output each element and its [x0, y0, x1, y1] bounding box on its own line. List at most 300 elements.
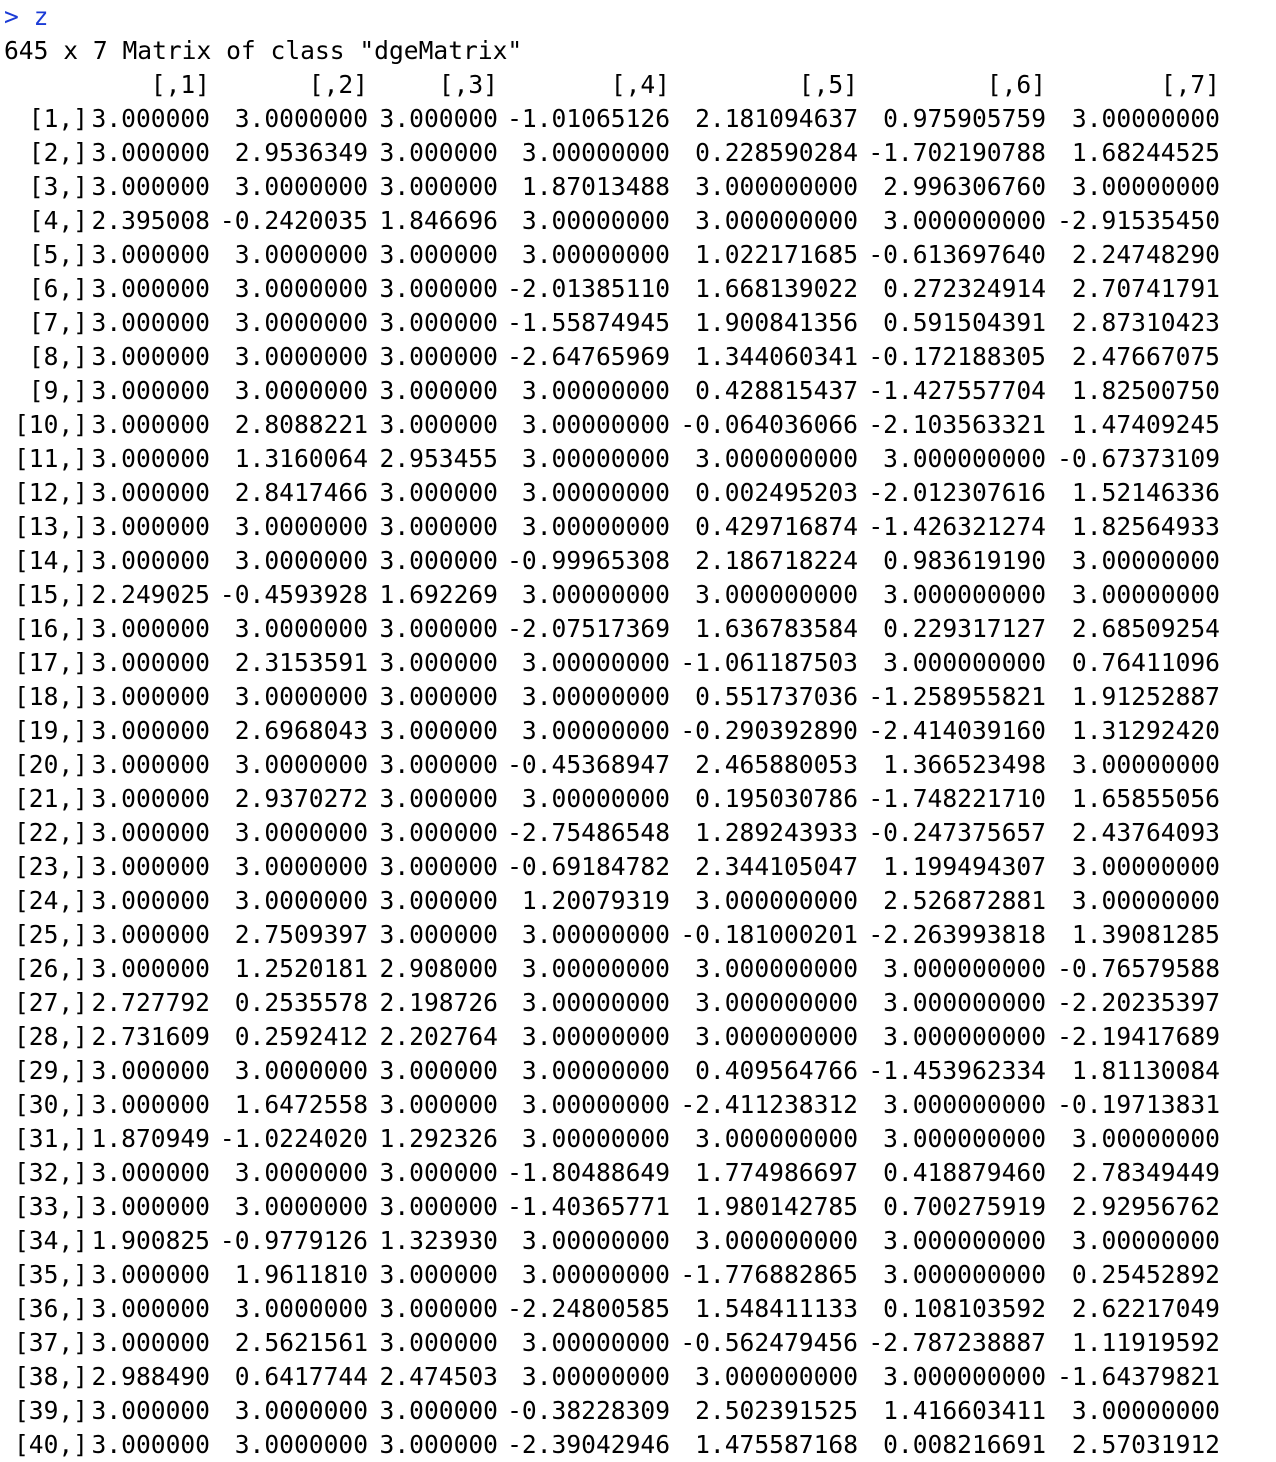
matrix-cell: 3.00000000: [521, 206, 670, 235]
matrix-cell: 1.292326: [379, 1124, 498, 1153]
matrix-row: [4, 1020, 1220, 1054]
matrix-cell: 0.002495203: [695, 478, 858, 507]
matrix-cell: 3.00000000: [521, 1328, 670, 1357]
matrix-cell: 2.68509254: [1071, 614, 1220, 643]
row-label: [20,]: [13, 750, 88, 779]
command-prompt-line: > z: [4, 2, 49, 31]
matrix-cell: 3.000000000: [695, 1362, 858, 1391]
row-label: [3,]: [28, 172, 88, 201]
matrix-cell: 3.00000000: [521, 1056, 670, 1085]
matrix-cell: 2.24748290: [1071, 240, 1220, 269]
matrix-cell: 3.00000000: [521, 410, 670, 439]
matrix-cell: 1.846696: [379, 206, 498, 235]
matrix-cell: 3.00000000: [1071, 580, 1220, 609]
matrix-cell: 1.82500750: [1071, 376, 1220, 405]
matrix-cell: 3.00000000: [521, 954, 670, 983]
matrix-cell: 3.000000: [379, 172, 498, 201]
row-label: [1,]: [28, 104, 88, 133]
matrix-cell: 3.000000000: [695, 172, 858, 201]
matrix-cell: 2.202764: [379, 1022, 498, 1051]
row-label: [4,]: [28, 206, 88, 235]
matrix-cell: 3.000000: [91, 614, 210, 643]
matrix-cell: 3.000000: [379, 308, 498, 337]
column-header: [,4]: [610, 70, 670, 99]
matrix-cell: 2.731609: [91, 1022, 210, 1051]
matrix-cell: 3.000000: [91, 852, 210, 881]
matrix-row: [4, 646, 1220, 680]
matrix-cell: 1.668139022: [695, 274, 858, 303]
matrix-row: [4, 816, 1220, 850]
matrix-cell: 3.00000000: [1071, 1124, 1220, 1153]
matrix-cell: 2.988490: [91, 1362, 210, 1391]
matrix-cell: 3.0000000: [234, 614, 368, 643]
matrix-cell: 1.199494307: [883, 852, 1046, 881]
matrix-cell: -0.69184782: [507, 852, 670, 881]
matrix-row: [4, 510, 1220, 544]
matrix-cell: 3.0000000: [234, 512, 368, 541]
matrix-cell: 0.418879460: [883, 1158, 1046, 1187]
matrix-cell: -1.453962334: [868, 1056, 1046, 1085]
matrix-row: [4, 1088, 1220, 1122]
matrix-cell: 3.00000000: [521, 1226, 670, 1255]
matrix-cell: 3.000000: [91, 1090, 210, 1119]
matrix-row: [4, 1394, 1220, 1428]
matrix-cell: 3.00000000: [521, 580, 670, 609]
row-label: [2,]: [28, 138, 88, 167]
matrix-cell: 2.727792: [91, 988, 210, 1017]
matrix-cell: 3.000000000: [695, 886, 858, 915]
matrix-cell: 0.272324914: [883, 274, 1046, 303]
row-label: [38,]: [13, 1362, 88, 1391]
matrix-cell: 3.000000: [91, 920, 210, 949]
matrix-row: [4, 1292, 1220, 1326]
matrix-row: [4, 102, 1220, 136]
matrix-cell: 3.0000000: [234, 342, 368, 371]
matrix-cell: -1.80488649: [507, 1158, 670, 1187]
matrix-cell: -0.290392890: [680, 716, 858, 745]
matrix-cell: 3.000000: [91, 376, 210, 405]
matrix-cell: 3.0000000: [234, 104, 368, 133]
matrix-cell: 3.00000000: [1071, 1226, 1220, 1255]
matrix-cell: 2.344105047: [695, 852, 858, 881]
row-label: [6,]: [28, 274, 88, 303]
matrix-cell: 3.000000: [379, 1430, 498, 1459]
matrix-cell: 1.900841356: [695, 308, 858, 337]
matrix-row: [4, 850, 1220, 884]
row-label: [24,]: [13, 886, 88, 915]
matrix-cell: 3.0000000: [234, 1430, 368, 1459]
matrix-cell: 3.000000000: [695, 954, 858, 983]
matrix-cell: 1.980142785: [695, 1192, 858, 1221]
matrix-cell: 1.692269: [379, 580, 498, 609]
matrix-cell: 3.000000: [379, 920, 498, 949]
matrix-row: [4, 680, 1220, 714]
matrix-cell: 1.20079319: [521, 886, 670, 915]
matrix-cell: 3.000000000: [883, 988, 1046, 1017]
matrix-cell: -2.01385110: [507, 274, 670, 303]
matrix-cell: 2.57031912: [1071, 1430, 1220, 1459]
matrix-row: [4, 578, 1220, 612]
matrix-cell: 2.502391525: [695, 1396, 858, 1425]
matrix-cell: 2.908000: [379, 954, 498, 983]
row-label: [32,]: [13, 1158, 88, 1187]
matrix-cell: 1.81130084: [1071, 1056, 1220, 1085]
matrix-cell: 1.31292420: [1071, 716, 1220, 745]
matrix-cell: 0.983619190: [883, 546, 1046, 575]
matrix-row: [4, 612, 1220, 646]
matrix-cell: 2.6968043: [234, 716, 368, 745]
row-label: [40,]: [13, 1430, 88, 1459]
matrix-cell: 1.65855056: [1071, 784, 1220, 813]
row-label: [25,]: [13, 920, 88, 949]
matrix-row: [4, 1054, 1220, 1088]
row-label: [26,]: [13, 954, 88, 983]
matrix-cell: 3.000000: [91, 1158, 210, 1187]
matrix-cell: 3.000000000: [883, 1260, 1046, 1289]
matrix-cell: 2.9370272: [234, 784, 368, 813]
matrix-cell: 1.475587168: [695, 1430, 858, 1459]
matrix-cell: -2.39042946: [507, 1430, 670, 1459]
matrix-cell: 3.000000: [91, 886, 210, 915]
matrix-row: [4, 544, 1220, 578]
matrix-cell: 3.000000: [91, 1056, 210, 1085]
matrix-cell: 3.00000000: [521, 1362, 670, 1391]
row-label: [23,]: [13, 852, 88, 881]
matrix-cell: 3.00000000: [1071, 546, 1220, 575]
matrix-cell: -1.061187503: [680, 648, 858, 677]
matrix-cell: 3.000000000: [883, 1226, 1046, 1255]
matrix-cell: 2.5621561: [234, 1328, 368, 1357]
matrix-cell: -0.38228309: [507, 1396, 670, 1425]
matrix-cell: 3.00000000: [1071, 886, 1220, 915]
matrix-cell: 3.000000: [379, 376, 498, 405]
matrix-cell: -2.24800585: [507, 1294, 670, 1323]
matrix-cell: 0.429716874: [695, 512, 858, 541]
row-label: [10,]: [13, 410, 88, 439]
matrix-cell: 3.000000: [379, 750, 498, 779]
matrix-cell: -0.562479456: [680, 1328, 858, 1357]
matrix-cell: 1.39081285: [1071, 920, 1220, 949]
matrix-cell: 3.000000: [379, 784, 498, 813]
matrix-row: [4, 1326, 1220, 1360]
matrix-cell: 3.00000000: [521, 240, 670, 269]
matrix-cell: 3.000000: [379, 1158, 498, 1187]
matrix-row: [4, 782, 1220, 816]
row-label: [18,]: [13, 682, 88, 711]
matrix-cell: 3.00000000: [521, 138, 670, 167]
matrix-row: [4, 442, 1220, 476]
matrix-cell: 3.000000: [91, 444, 210, 473]
matrix-cell: 1.900825: [91, 1226, 210, 1255]
column-header: [,7]: [1160, 70, 1220, 99]
row-label: [35,]: [13, 1260, 88, 1289]
row-label: [37,]: [13, 1328, 88, 1357]
matrix-cell: 1.82564933: [1071, 512, 1220, 541]
matrix-cell: -0.064036066: [680, 410, 858, 439]
matrix-cell: 0.700275919: [883, 1192, 1046, 1221]
matrix-cell: 3.000000000: [883, 580, 1046, 609]
matrix-cell: 1.289243933: [695, 818, 858, 847]
matrix-output-table: [4, 68, 1220, 1462]
matrix-cell: 1.323930: [379, 1226, 498, 1255]
matrix-cell: 3.000000000: [883, 648, 1046, 677]
matrix-cell: 1.91252887: [1071, 682, 1220, 711]
matrix-cell: 3.000000: [91, 138, 210, 167]
matrix-cell: 2.526872881: [883, 886, 1046, 915]
row-label: [7,]: [28, 308, 88, 337]
matrix-cell: 0.25452892: [1071, 1260, 1220, 1289]
matrix-cell: 1.366523498: [883, 750, 1046, 779]
matrix-cell: 2.8088221: [234, 410, 368, 439]
matrix-cell: 3.000000000: [883, 1090, 1046, 1119]
matrix-cell: 2.395008: [91, 206, 210, 235]
row-label: [19,]: [13, 716, 88, 745]
matrix-cell: 3.000000000: [883, 1022, 1046, 1051]
matrix-cell: 2.62217049: [1071, 1294, 1220, 1323]
matrix-cell: 3.000000: [379, 818, 498, 847]
matrix-cell: 3.000000: [379, 546, 498, 575]
matrix-cell: 0.2592412: [234, 1022, 368, 1051]
matrix-cell: -0.2420035: [219, 206, 368, 235]
column-header: [,5]: [798, 70, 858, 99]
matrix-cell: -2.20235397: [1057, 988, 1220, 1017]
matrix-row: [4, 1156, 1220, 1190]
matrix-row: [4, 1122, 1220, 1156]
matrix-cell: 3.0000000: [234, 852, 368, 881]
matrix-cell: 3.00000000: [1071, 172, 1220, 201]
matrix-cell: -0.172188305: [868, 342, 1046, 371]
matrix-cell: 3.000000: [379, 478, 498, 507]
matrix-cell: 0.551737036: [695, 682, 858, 711]
matrix-row: [4, 476, 1220, 510]
row-label: [29,]: [13, 1056, 88, 1085]
matrix-cell: -2.012307616: [868, 478, 1046, 507]
matrix-cell: 3.00000000: [1071, 1396, 1220, 1425]
matrix-cell: 3.000000000: [695, 580, 858, 609]
matrix-cell: 3.0000000: [234, 750, 368, 779]
matrix-row: [4, 204, 1220, 238]
matrix-row: [4, 272, 1220, 306]
matrix-cell: 2.465880053: [695, 750, 858, 779]
matrix-cell: -2.787238887: [868, 1328, 1046, 1357]
matrix-cell: -0.613697640: [868, 240, 1046, 269]
matrix-cell: 3.000000: [91, 478, 210, 507]
matrix-cell: 3.00000000: [1071, 852, 1220, 881]
matrix-cell: 3.000000: [379, 682, 498, 711]
row-label: [22,]: [13, 818, 88, 847]
matrix-cell: 3.000000: [91, 954, 210, 983]
matrix-cell: -0.45368947: [507, 750, 670, 779]
matrix-cell: 3.000000: [379, 274, 498, 303]
matrix-cell: 2.181094637: [695, 104, 858, 133]
matrix-cell: 2.249025: [91, 580, 210, 609]
matrix-cell: 3.000000000: [883, 1362, 1046, 1391]
column-header: [,2]: [308, 70, 368, 99]
matrix-cell: 3.00000000: [521, 478, 670, 507]
matrix-row: [4, 986, 1220, 1020]
matrix-cell: 1.68244525: [1071, 138, 1220, 167]
matrix-cell: 3.000000: [91, 1430, 210, 1459]
matrix-cell: 3.00000000: [521, 988, 670, 1017]
matrix-cell: 3.00000000: [521, 444, 670, 473]
row-label: [11,]: [13, 444, 88, 473]
matrix-cell: 1.11919592: [1071, 1328, 1220, 1357]
matrix-cell: 1.870949: [91, 1124, 210, 1153]
matrix-row: [4, 1258, 1220, 1292]
row-label: [27,]: [13, 988, 88, 1017]
matrix-header-text: 645 x 7 Matrix of class "dgeMatrix": [4, 36, 523, 65]
matrix-cell: 3.0000000: [234, 172, 368, 201]
matrix-row: [4, 1360, 1220, 1394]
matrix-cell: 1.774986697: [695, 1158, 858, 1187]
matrix-cell: 3.000000000: [695, 206, 858, 235]
matrix-cell: -0.181000201: [680, 920, 858, 949]
matrix-cell: -1.64379821: [1057, 1362, 1220, 1391]
matrix-cell: 3.0000000: [234, 240, 368, 269]
matrix-cell: 3.000000: [379, 648, 498, 677]
matrix-cell: -0.76579588: [1057, 954, 1220, 983]
matrix-cell: 2.9536349: [234, 138, 368, 167]
matrix-cell: 0.195030786: [695, 784, 858, 813]
matrix-cell: 2.7509397: [234, 920, 368, 949]
matrix-cell: -1.258955821: [868, 682, 1046, 711]
matrix-cell: 3.000000000: [695, 1022, 858, 1051]
matrix-cell: 3.00000000: [521, 512, 670, 541]
row-label: [34,]: [13, 1226, 88, 1255]
matrix-cell: 0.6417744: [234, 1362, 368, 1391]
matrix-cell: -2.263993818: [868, 920, 1046, 949]
matrix-cell: 2.198726: [379, 988, 498, 1017]
matrix-cell: 1.9611810: [234, 1260, 368, 1289]
row-label: [12,]: [13, 478, 88, 507]
matrix-cell: 3.000000: [91, 1260, 210, 1289]
matrix-cell: -1.40365771: [507, 1192, 670, 1221]
matrix-cell: 3.00000000: [521, 682, 670, 711]
matrix-cell: -0.99965308: [507, 546, 670, 575]
matrix-cell: 1.548411133: [695, 1294, 858, 1323]
matrix-row: [4, 1224, 1220, 1258]
r-console[interactable]: [4, 0, 1220, 1462]
matrix-cell: 3.000000: [379, 342, 498, 371]
matrix-cell: 1.636783584: [695, 614, 858, 643]
matrix-cell: 3.000000000: [883, 1124, 1046, 1153]
column-header: [,6]: [986, 70, 1046, 99]
matrix-cell: 1.6472558: [234, 1090, 368, 1119]
matrix-cell: -0.19713831: [1057, 1090, 1220, 1119]
matrix-cell: -0.67373109: [1057, 444, 1220, 473]
matrix-cell: 3.000000: [91, 682, 210, 711]
matrix-cell: 3.000000: [379, 1056, 498, 1085]
matrix-cell: 3.000000: [379, 1328, 498, 1357]
row-label: [16,]: [13, 614, 88, 643]
matrix-cell: 3.000000: [91, 410, 210, 439]
matrix-cell: 3.000000: [379, 1260, 498, 1289]
matrix-cell: -0.247375657: [868, 818, 1046, 847]
matrix-cell: 2.474503: [379, 1362, 498, 1391]
matrix-cell: 2.996306760: [883, 172, 1046, 201]
matrix-cell: 0.108103592: [883, 1294, 1046, 1323]
matrix-cell: 3.00000000: [1071, 104, 1220, 133]
matrix-cell: -2.91535450: [1057, 206, 1220, 235]
matrix-cell: 3.000000: [91, 274, 210, 303]
matrix-cell: 3.0000000: [234, 1192, 368, 1221]
matrix-cell: 1.87013488: [521, 172, 670, 201]
matrix-cell: 2.8417466: [234, 478, 368, 507]
matrix-cell: 3.000000: [91, 1396, 210, 1425]
matrix-cell: 3.000000000: [695, 1226, 858, 1255]
matrix-cell: 3.000000: [379, 886, 498, 915]
matrix-cell: 3.000000: [379, 1090, 498, 1119]
matrix-row: [4, 238, 1220, 272]
matrix-cell: 2.186718224: [695, 546, 858, 575]
matrix-cell: 3.0000000: [234, 1396, 368, 1425]
matrix-cell: 3.000000000: [883, 206, 1046, 235]
matrix-cell: 2.70741791: [1071, 274, 1220, 303]
row-label: [15,]: [13, 580, 88, 609]
matrix-cell: 3.000000: [379, 410, 498, 439]
matrix-cell: 3.000000: [379, 240, 498, 269]
column-header: [,1]: [150, 70, 210, 99]
matrix-cell: 0.008216691: [883, 1430, 1046, 1459]
matrix-cell: 3.000000: [91, 750, 210, 779]
matrix-cell: 3.000000: [91, 172, 210, 201]
matrix-cell: -2.07517369: [507, 614, 670, 643]
row-label: [31,]: [13, 1124, 88, 1153]
matrix-cell: 3.000000000: [695, 1124, 858, 1153]
matrix-cell: 2.92956762: [1071, 1192, 1220, 1221]
matrix-cell: 3.000000: [91, 784, 210, 813]
matrix-cell: 3.000000: [379, 614, 498, 643]
matrix-cell: 0.228590284: [695, 138, 858, 167]
matrix-cell: 2.3153591: [234, 648, 368, 677]
matrix-cell: -2.103563321: [868, 410, 1046, 439]
matrix-cell: 3.00000000: [521, 716, 670, 745]
matrix-row: [4, 714, 1220, 748]
matrix-cell: 3.000000: [91, 546, 210, 575]
row-label: [14,]: [13, 546, 88, 575]
matrix-cell: 3.0000000: [234, 308, 368, 337]
row-label: [21,]: [13, 784, 88, 813]
matrix-cell: 3.0000000: [234, 1056, 368, 1085]
matrix-cell: 3.000000: [379, 716, 498, 745]
matrix-cell: 3.00000000: [521, 1124, 670, 1153]
matrix-cell: 3.00000000: [521, 1022, 670, 1051]
matrix-cell: 3.0000000: [234, 818, 368, 847]
column-header: [,3]: [438, 70, 498, 99]
matrix-cell: 1.3160064: [234, 444, 368, 473]
matrix-cell: 2.953455: [379, 444, 498, 473]
matrix-cell: 1.47409245: [1071, 410, 1220, 439]
row-label: [28,]: [13, 1022, 88, 1051]
row-label: [5,]: [28, 240, 88, 269]
row-label: [33,]: [13, 1192, 88, 1221]
matrix-cell: 3.000000: [379, 852, 498, 881]
matrix-cell: 3.00000000: [521, 1090, 670, 1119]
matrix-cell: 3.000000: [379, 104, 498, 133]
matrix-cell: 3.0000000: [234, 1294, 368, 1323]
matrix-cell: 3.000000: [379, 138, 498, 167]
matrix-row: [4, 884, 1220, 918]
matrix-cell: -2.414039160: [868, 716, 1046, 745]
matrix-cell: -2.64765969: [507, 342, 670, 371]
matrix-cell: 3.000000000: [883, 444, 1046, 473]
matrix-row: [4, 1190, 1220, 1224]
matrix-cell: 3.000000: [91, 240, 210, 269]
matrix-cell: -0.4593928: [219, 580, 368, 609]
matrix-row: [4, 918, 1220, 952]
matrix-cell: 1.416603411: [883, 1396, 1046, 1425]
matrix-row: [4, 952, 1220, 986]
